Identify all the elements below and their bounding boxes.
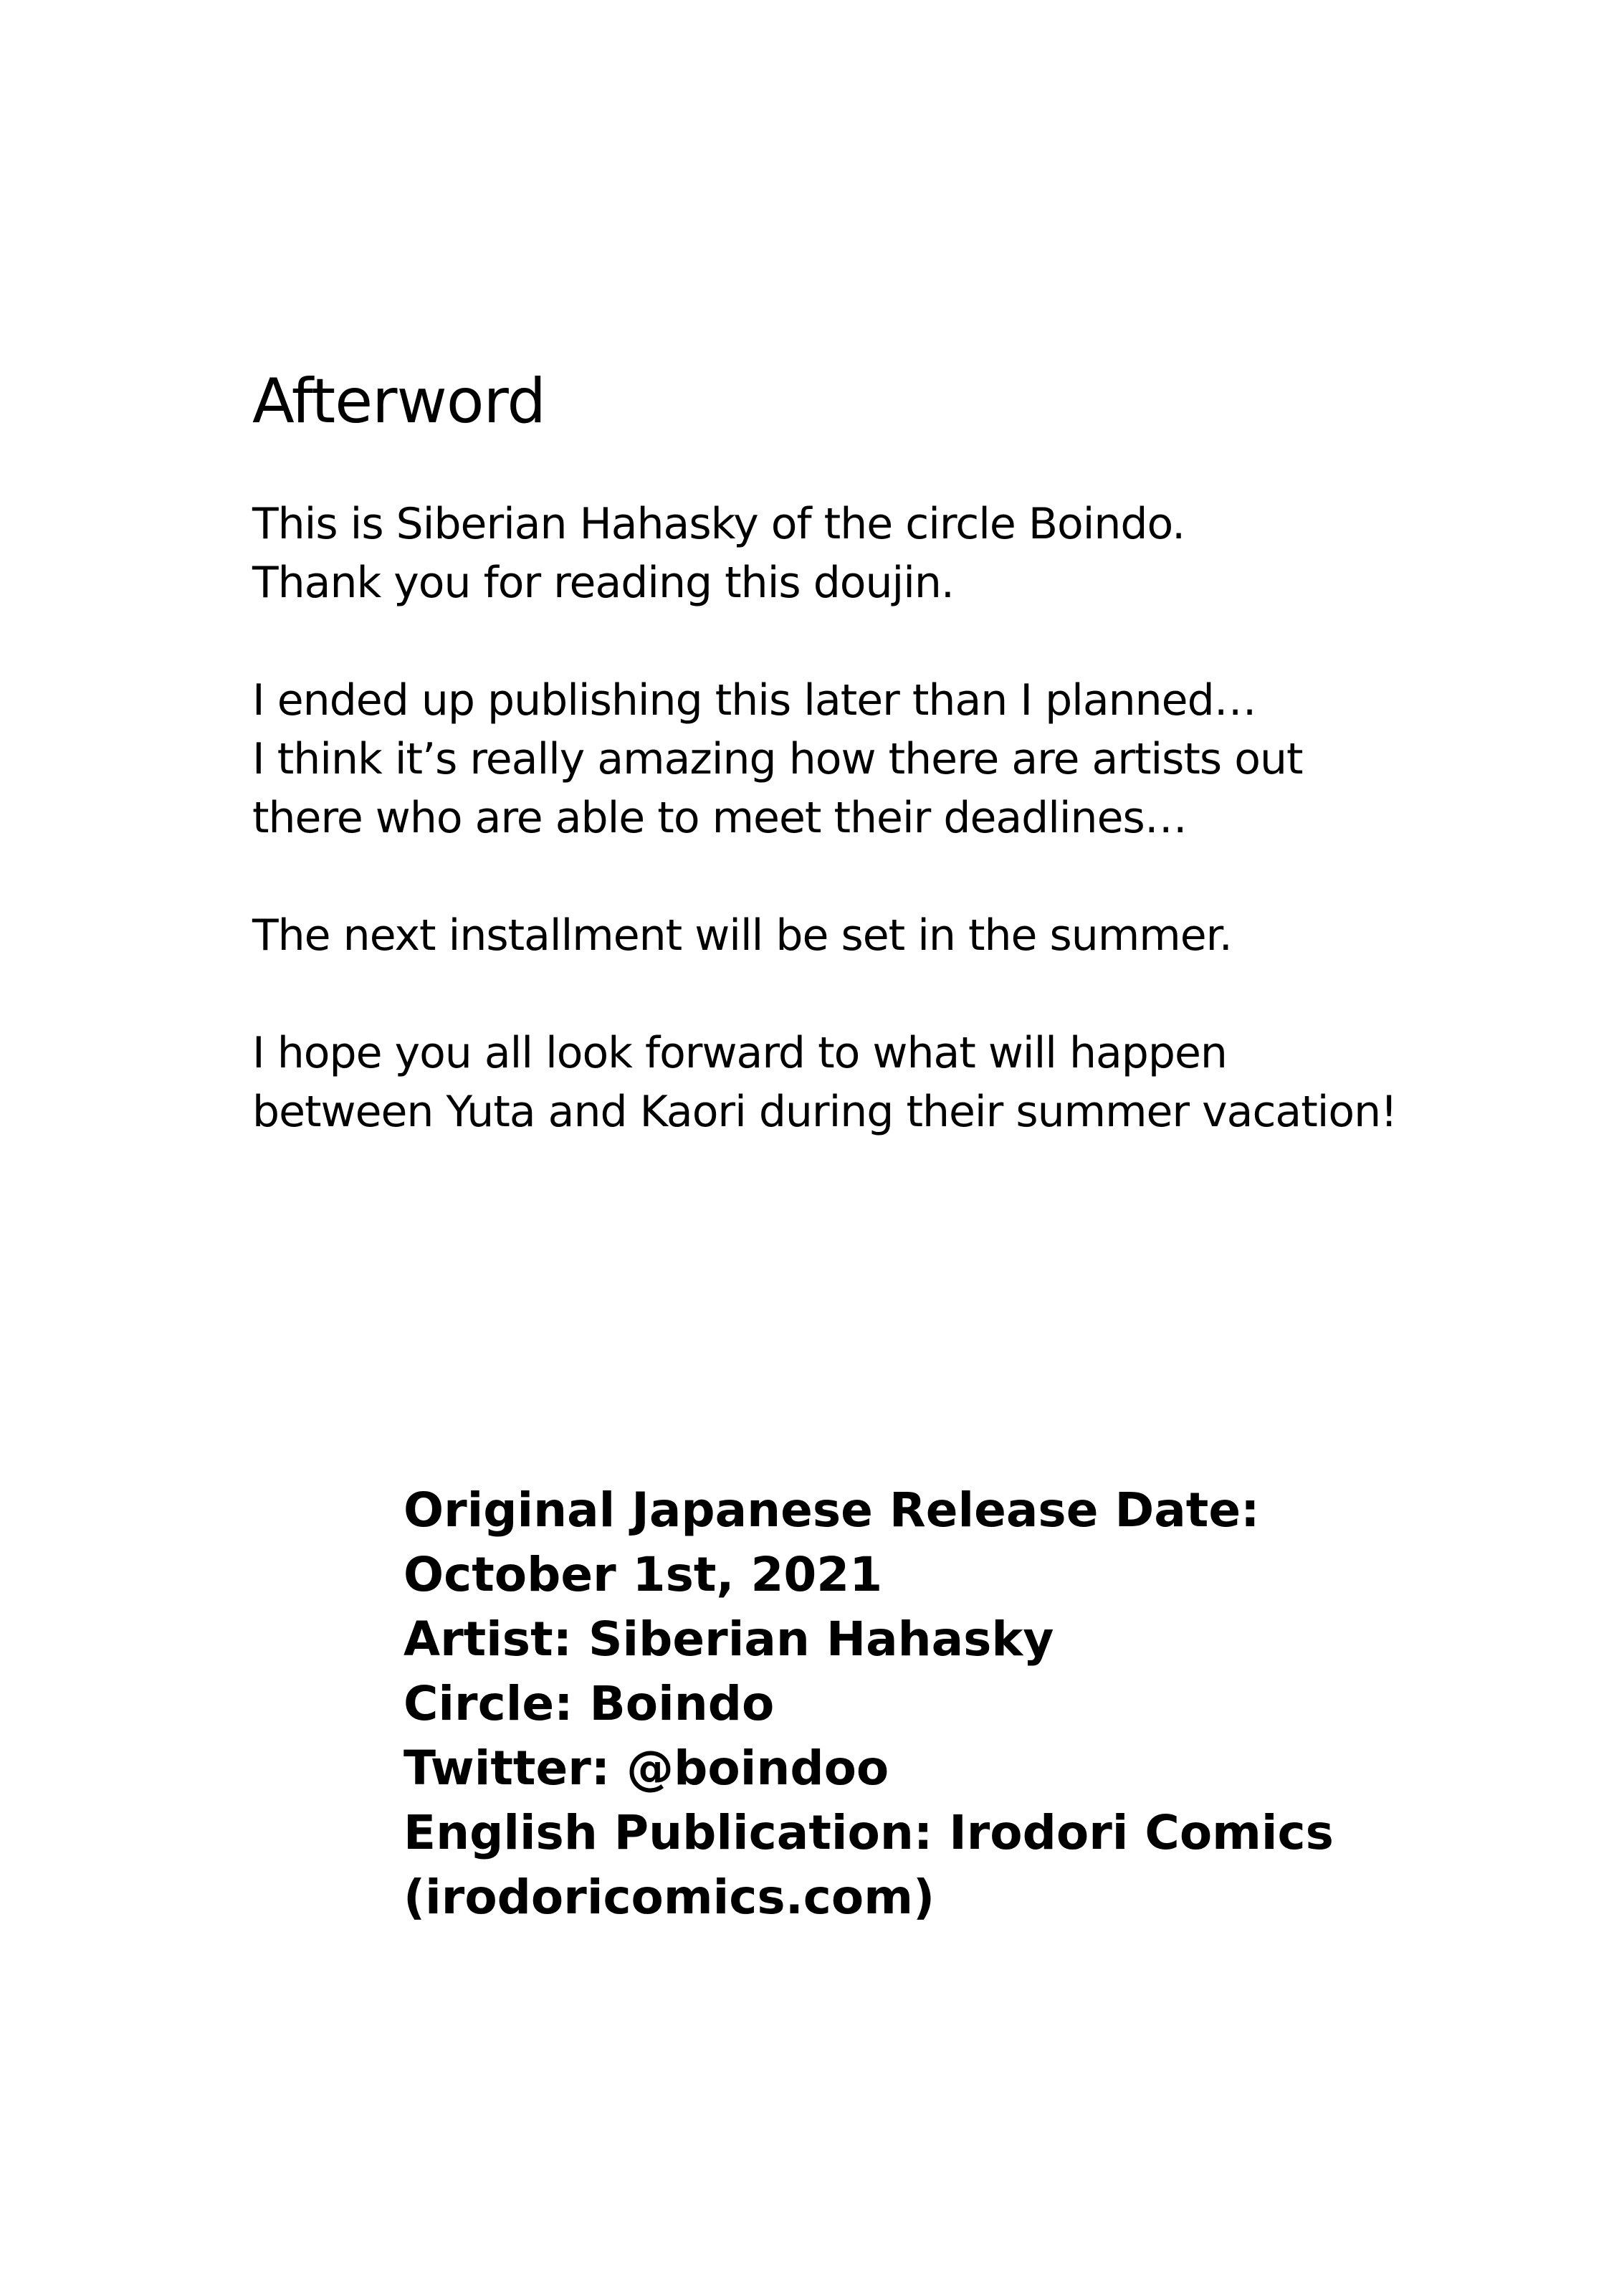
credit-artist: Artist: Siberian Hahasky bbox=[403, 1612, 1054, 1667]
text-line: between Yuta and Kaori during their summer vacation! bbox=[252, 1087, 1398, 1137]
paragraph-greeting bbox=[252, 495, 1471, 612]
credit-release-date: October 1st, 2021 bbox=[403, 1547, 883, 1602]
paragraph-closing bbox=[252, 1024, 1471, 1141]
text-line: I ended up publishing this later than I planned… bbox=[252, 675, 1256, 725]
text-line: I think it’s really amazing how there are artists out bbox=[252, 734, 1303, 784]
credit-publisher: English Publication: Irodori Comics bbox=[403, 1805, 1334, 1860]
credit-website: (irodoricomics.com) bbox=[403, 1870, 935, 1925]
afterword-body bbox=[252, 495, 1471, 1200]
text-line: there who are able to meet their deadlines… bbox=[252, 793, 1187, 843]
credits-block bbox=[403, 1478, 1586, 1930]
text-line: The next installment will be set in the summer. bbox=[252, 910, 1232, 961]
credit-release-date-label: Original Japanese Release Date: bbox=[403, 1482, 1260, 1538]
text-line: I hope you all look forward to what will happen bbox=[252, 1028, 1227, 1078]
text-line: This is Siberian Hahasky of the circle Boindo. bbox=[252, 499, 1185, 549]
paragraph-deadline bbox=[252, 671, 1471, 847]
paragraph-next-installment bbox=[252, 906, 1471, 965]
text-line: Thank you for reading this doujin. bbox=[252, 558, 954, 608]
afterword-title: Afterword bbox=[252, 366, 545, 437]
credit-circle: Circle: Boindo bbox=[403, 1676, 775, 1731]
credit-twitter: Twitter: @boindoo bbox=[403, 1741, 889, 1796]
